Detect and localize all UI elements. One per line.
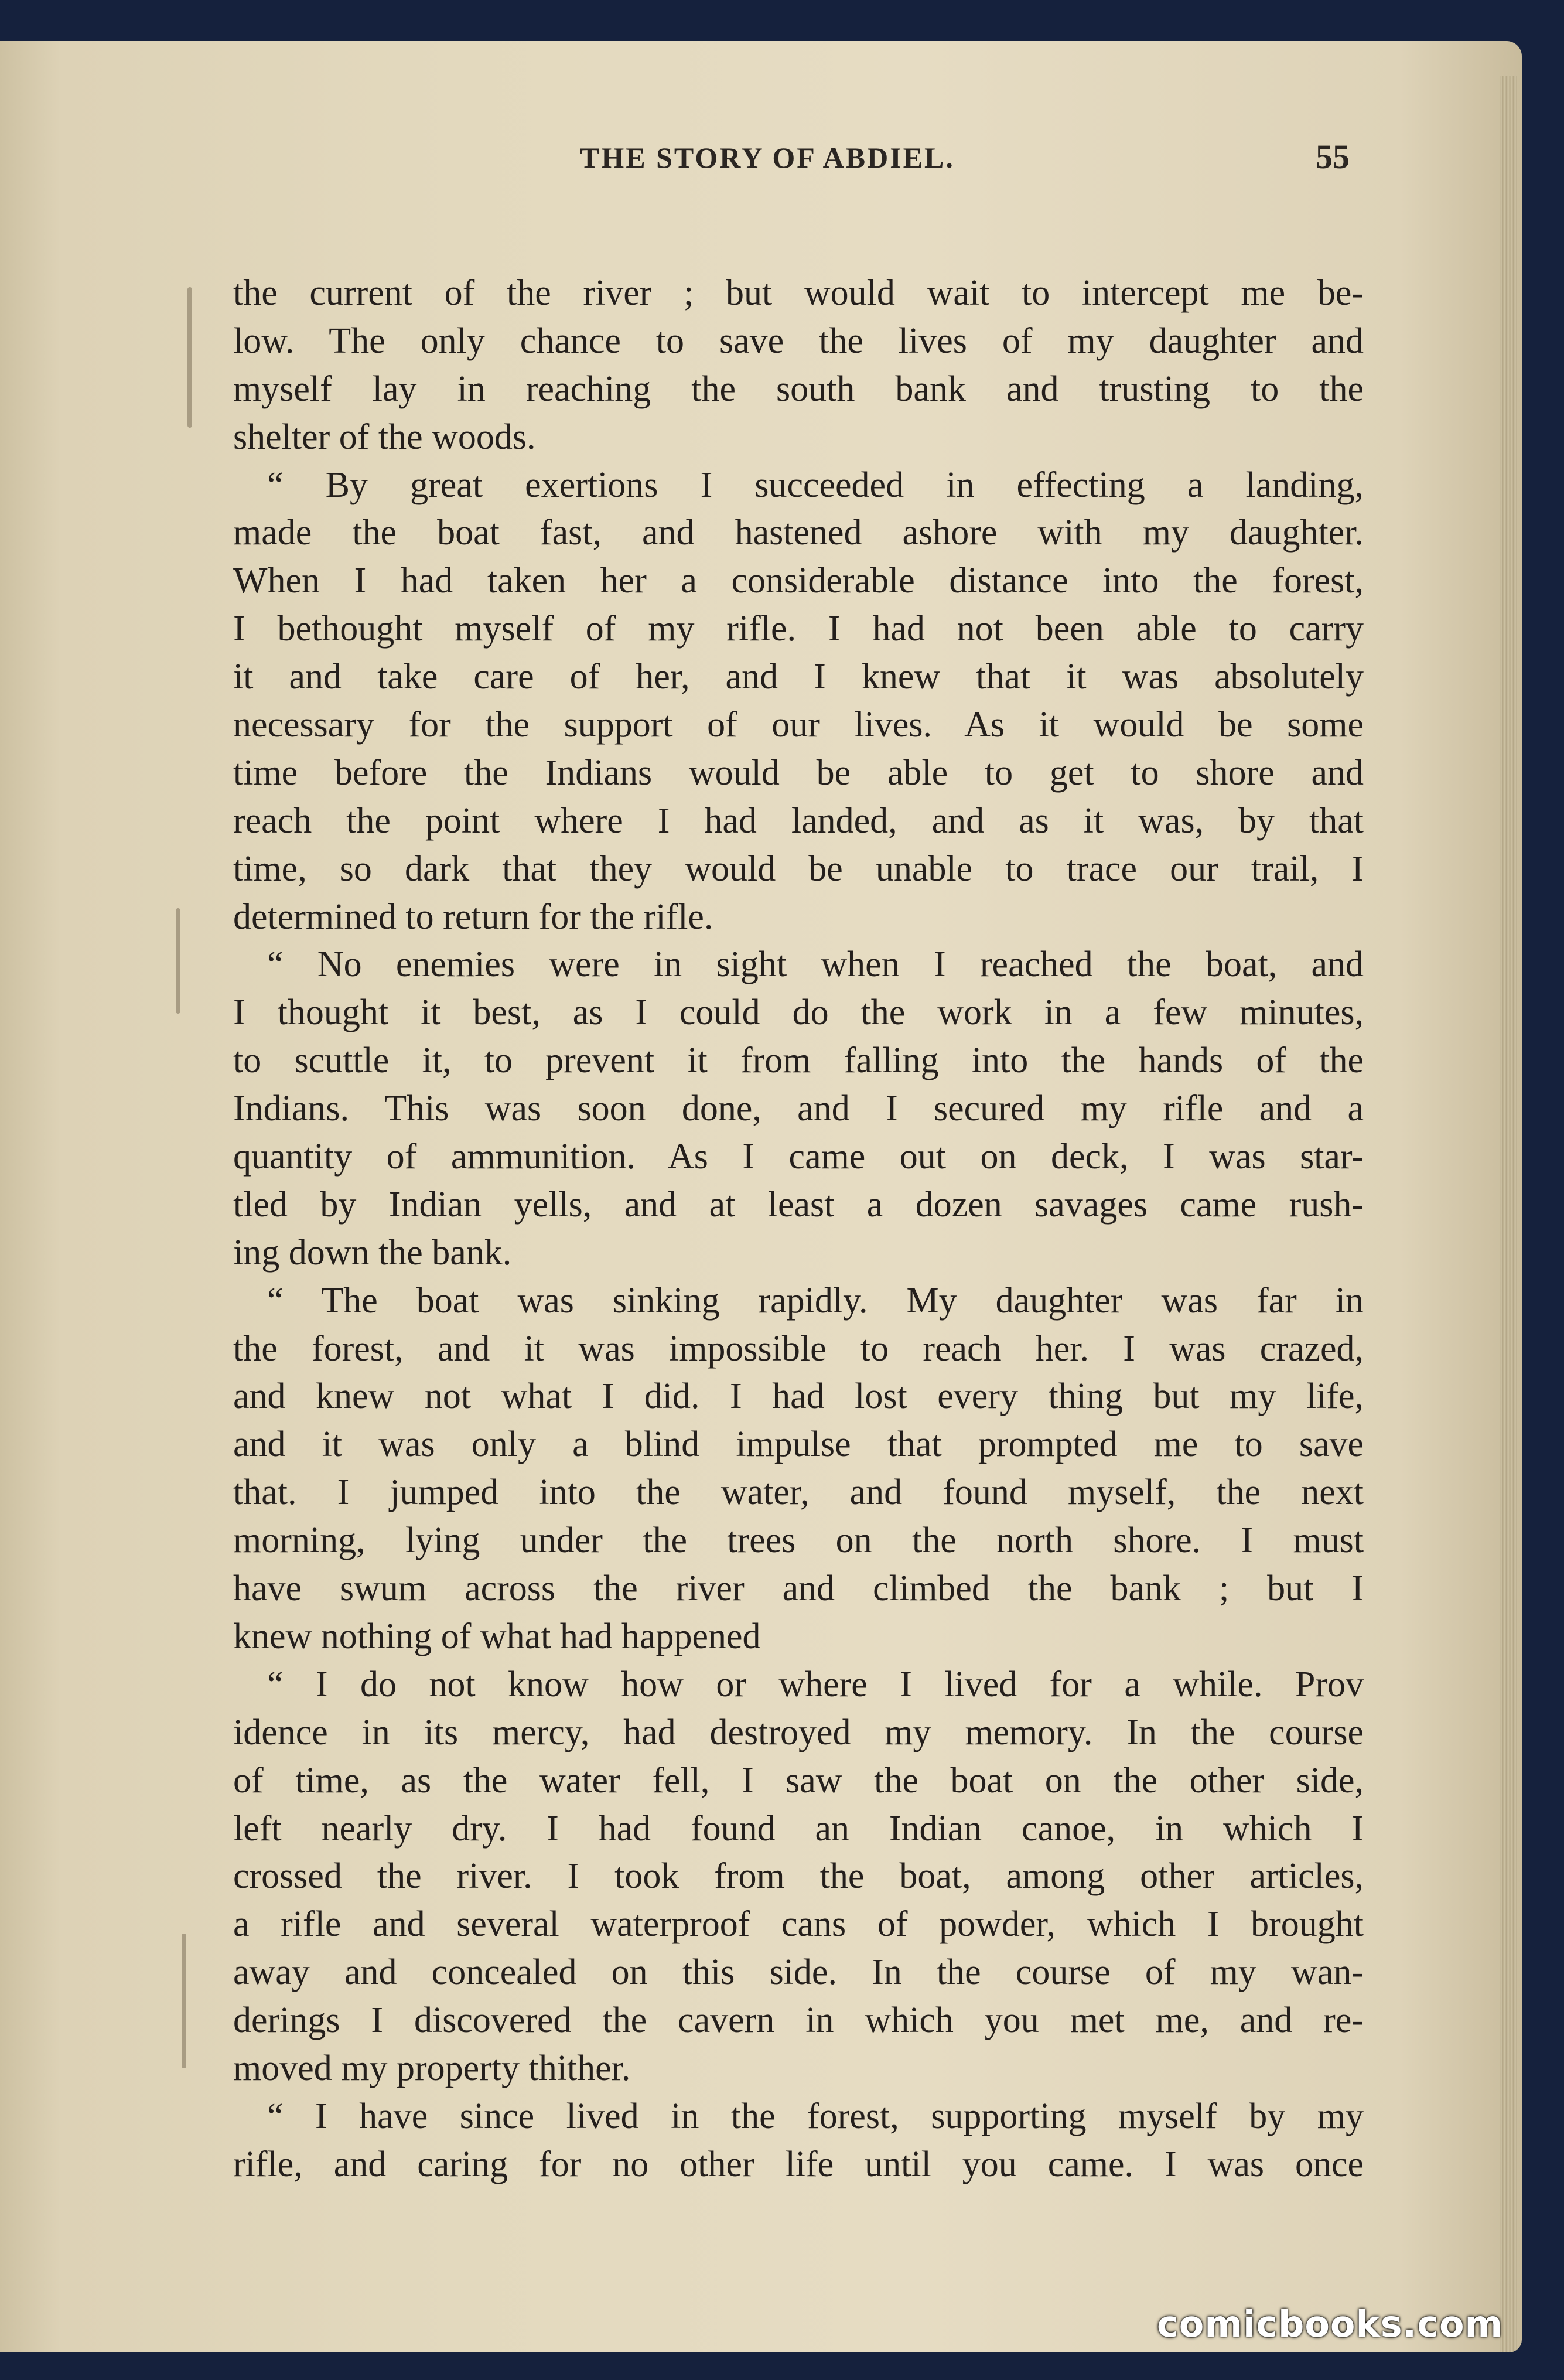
text-line: that. I jumped into the water, and found myself, the next bbox=[233, 1472, 1364, 1513]
text-line: necessary for the support of our lives. As it would be some bbox=[233, 705, 1364, 745]
text-line: rifle, and caring for no other life until you came. I was once bbox=[233, 2144, 1364, 2184]
site-watermark: comicbooks.com bbox=[1157, 2303, 1504, 2345]
text-line: morning, lying under the trees on the north shore. I must bbox=[233, 1520, 1364, 1561]
text-line: time before the Indians would be able to get to shore and bbox=[233, 752, 1364, 793]
text-line: reach the point where I had landed, and as it was, by that bbox=[233, 800, 1364, 841]
text-line: determined to return for the rifle. bbox=[233, 896, 713, 937]
text-line: of time, as the water fell, I saw the boat on the other side, bbox=[233, 1760, 1364, 1801]
text-line: ing down the bank. bbox=[233, 1232, 512, 1273]
text-line: time, so dark that they would be unable to trace our trail, I bbox=[233, 848, 1364, 889]
text-line: idence in its mercy, had destroyed my memory. In the course bbox=[233, 1712, 1364, 1752]
text-line: Indians. This was soon done, and I secured my rifle and a bbox=[233, 1089, 1364, 1129]
page-number: 55 bbox=[1316, 138, 1350, 176]
text-line: “ I have since lived in the forest, supporting myself by my bbox=[267, 2096, 1364, 2136]
text-line: “ By great exertions I succeeded in effecting a landing, bbox=[267, 465, 1364, 505]
text-line: made the boat fast, and hastened ashore with my daughter. bbox=[233, 513, 1364, 553]
text-line: and it was only a blind impulse that prompted me to save bbox=[233, 1424, 1364, 1465]
text-line: myself lay in reaching the south bank and trusting to the bbox=[233, 369, 1364, 409]
page-edge bbox=[1500, 76, 1517, 2352]
text-line: away and concealed on this side. In the course of my wan- bbox=[233, 1952, 1364, 1993]
text-line: I bethought myself of my rifle. I had not been able to carry bbox=[233, 609, 1364, 649]
margin-pencil-mark bbox=[182, 1934, 186, 2068]
text-line: knew nothing of what had happened bbox=[233, 1616, 761, 1656]
text-line: have swum across the river and climbed the bank ; but I bbox=[233, 1569, 1364, 1609]
text-line: left nearly dry. I had found an Indian canoe, in which I bbox=[233, 1808, 1364, 1849]
body-text bbox=[233, 270, 1364, 2189]
margin-pencil-mark bbox=[176, 908, 180, 1014]
text-line: to scuttle it, to prevent it from falling into the hands of the bbox=[233, 1041, 1364, 1081]
text-line: quantity of ammunition. As I came out on deck, I was star- bbox=[233, 1137, 1364, 1177]
text-line: low. The only chance to save the lives of my daughter and bbox=[233, 320, 1364, 361]
book-page bbox=[0, 41, 1522, 2352]
text-line: When I had taken her a considerable distance into the forest, bbox=[233, 561, 1364, 601]
margin-pencil-mark bbox=[187, 287, 192, 428]
text-line: the forest, and it was impossible to reach her. I was crazed, bbox=[233, 1328, 1364, 1369]
text-line: “ No enemies were in sight when I reached the boat, and bbox=[267, 945, 1364, 985]
text-line: a rifle and several waterproof cans of powder, which I brought bbox=[233, 1904, 1364, 1945]
text-line: and knew not what I did. I had lost every thing but my life, bbox=[233, 1376, 1364, 1417]
text-line: “ The boat was sinking rapidly. My daughter was far in bbox=[267, 1280, 1364, 1321]
text-line: tled by Indian yells, and at least a dozen savages came rush- bbox=[233, 1184, 1364, 1225]
text-line: moved my property thither. bbox=[233, 2048, 631, 2088]
text-line: the current of the river ; but would wait to intercept me be- bbox=[233, 273, 1364, 313]
text-line: it and take care of her, and I knew that it was absolutely bbox=[233, 657, 1364, 697]
text-line: shelter of the woods. bbox=[233, 417, 536, 457]
text-line: I thought it best, as I could do the work in a few minutes, bbox=[233, 993, 1364, 1033]
text-line: crossed the river. I took from the boat, among other articles, bbox=[233, 1856, 1364, 1897]
running-head: THE STORY OF ABDIEL. bbox=[580, 141, 955, 174]
text-line: derings I discovered the cavern in which you met me, and re- bbox=[233, 2000, 1364, 2041]
text-line: “ I do not know how or where I lived for a while. Prov bbox=[267, 1664, 1364, 1704]
